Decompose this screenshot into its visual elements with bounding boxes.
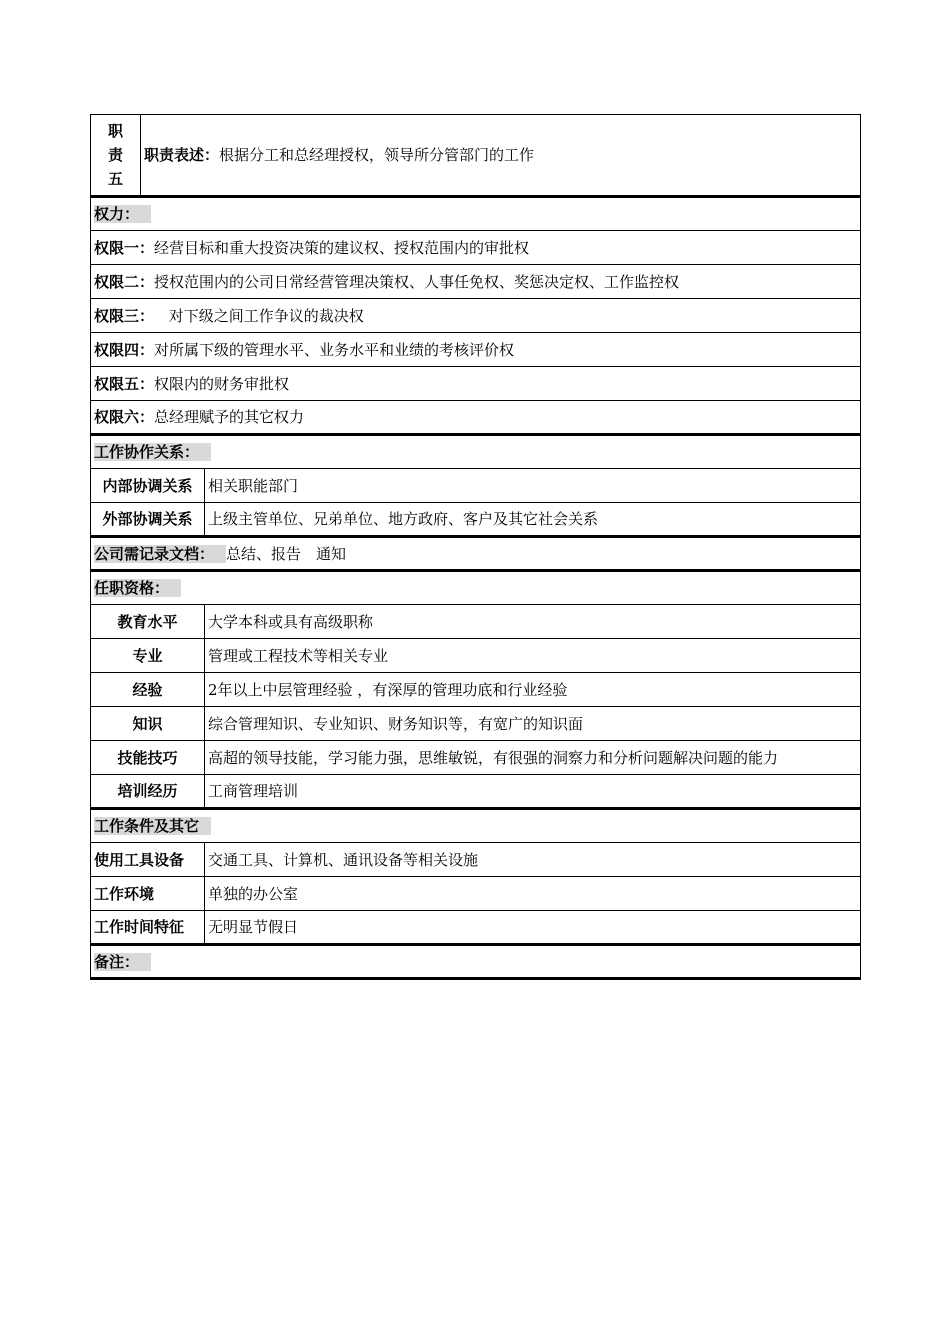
power-row (91, 367, 861, 401)
qualification-label: 培训经历 (91, 775, 205, 809)
condition-row (91, 843, 861, 877)
duty5-side-char: 职 (107, 122, 123, 140)
qualification-value: 2年以上中层管理经验 ，有深厚的管理功底和行业经验 (205, 673, 861, 707)
power-label: 权限一： (94, 238, 155, 257)
condition-value: 交通工具、计算机、通讯设备等相关设施 (205, 843, 861, 877)
power-label: 权限二： (94, 272, 155, 291)
power-text: 对下级之间工作争议的裁决权 (164, 306, 364, 325)
qualifications-heading: 任职资格： (94, 579, 181, 597)
qualification-value: 大学本科或具有高级职称 (205, 605, 861, 639)
qualification-row (91, 741, 861, 775)
power-row (91, 231, 861, 265)
power-row (91, 265, 861, 299)
cooperation-heading-row (91, 435, 861, 469)
condition-row (91, 877, 861, 911)
qualification-label: 经验 (91, 673, 205, 707)
power-row (91, 333, 861, 367)
notes-heading: 备注： (94, 953, 151, 971)
qualification-label: 专业 (91, 639, 205, 673)
qualification-value: 高超的领导技能，学习能力强，思维敏锐，有很强的洞察力和分析问题解决问题的能力 (205, 741, 861, 775)
qualification-row (91, 707, 861, 741)
condition-value: 无明显节假日 (205, 911, 861, 945)
cooperation-value: 上级主管单位、兄弟单位、地方政府、客户及其它社会关系 (205, 503, 861, 537)
power-text: 总经理赋予的其它权力 (154, 408, 305, 426)
records-value: 总结、报告 通知 (226, 544, 347, 563)
cooperation-value: 相关职能部门 (205, 469, 861, 503)
records-row (91, 537, 861, 571)
job-description-sheet (90, 114, 860, 980)
qualification-row (91, 673, 861, 707)
qualification-label: 知识 (91, 707, 205, 741)
qualification-label: 技能技巧 (91, 741, 205, 775)
qualification-row (91, 639, 861, 673)
duty5-row (91, 115, 861, 197)
power-label: 权限三： (94, 306, 155, 325)
cooperation-row (91, 503, 861, 537)
cooperation-row (91, 469, 861, 503)
duty5-label: 职责表述： (144, 146, 220, 164)
power-label: 权限四： (94, 340, 155, 359)
duty5-side-char: 五 (107, 170, 123, 188)
qualification-row (91, 775, 861, 809)
power-text: 授权范围内的公司日常经营管理决策权、人事任免权、奖惩决定权、工作监控权 (154, 272, 680, 291)
power-label: 权限六： (94, 408, 155, 426)
power-text: 经营目标和重大投资决策的建议权、授权范围内的审批权 (154, 238, 530, 257)
duty5-description (141, 115, 861, 197)
qualification-value: 综合管理知识、专业知识、财务知识等，有宽广的知识面 (205, 707, 861, 741)
qualification-row (91, 605, 861, 639)
job-description-table (90, 114, 861, 980)
qualifications-heading-row (91, 571, 861, 605)
cooperation-label: 外部协调关系 (91, 503, 205, 537)
duty5-text: 根据分工和总经理授权，领导所分管部门的工作 (219, 146, 535, 164)
cooperation-heading: 工作协作关系： (94, 443, 211, 461)
duty5-side-label (91, 115, 141, 197)
power-label: 权限五： (94, 374, 155, 393)
cooperation-label: 内部协调关系 (91, 469, 205, 503)
powers-heading-row (91, 197, 861, 231)
conditions-heading-row (91, 809, 861, 843)
condition-label: 工作时间特征 (91, 911, 205, 945)
duty5-side-char: 责 (107, 146, 123, 164)
condition-label: 使用工具设备 (91, 843, 205, 877)
power-row (91, 401, 861, 435)
qualification-value: 工商管理培训 (205, 775, 861, 809)
qualification-value: 管理或工程技术等相关专业 (205, 639, 861, 673)
notes-row (91, 945, 861, 979)
power-text: 权限内的财务审批权 (154, 374, 290, 393)
condition-value: 单独的办公室 (205, 877, 861, 911)
conditions-heading: 工作条件及其它 (94, 817, 211, 835)
condition-label: 工作环境 (91, 877, 205, 911)
qualification-label: 教育水平 (91, 605, 205, 639)
power-row (91, 299, 861, 333)
powers-heading: 权力： (94, 205, 151, 223)
power-text: 对所属下级的管理水平、业务水平和业绩的考核评价权 (154, 340, 515, 359)
records-heading: 公司需记录文档： (94, 545, 226, 563)
condition-row (91, 911, 861, 945)
